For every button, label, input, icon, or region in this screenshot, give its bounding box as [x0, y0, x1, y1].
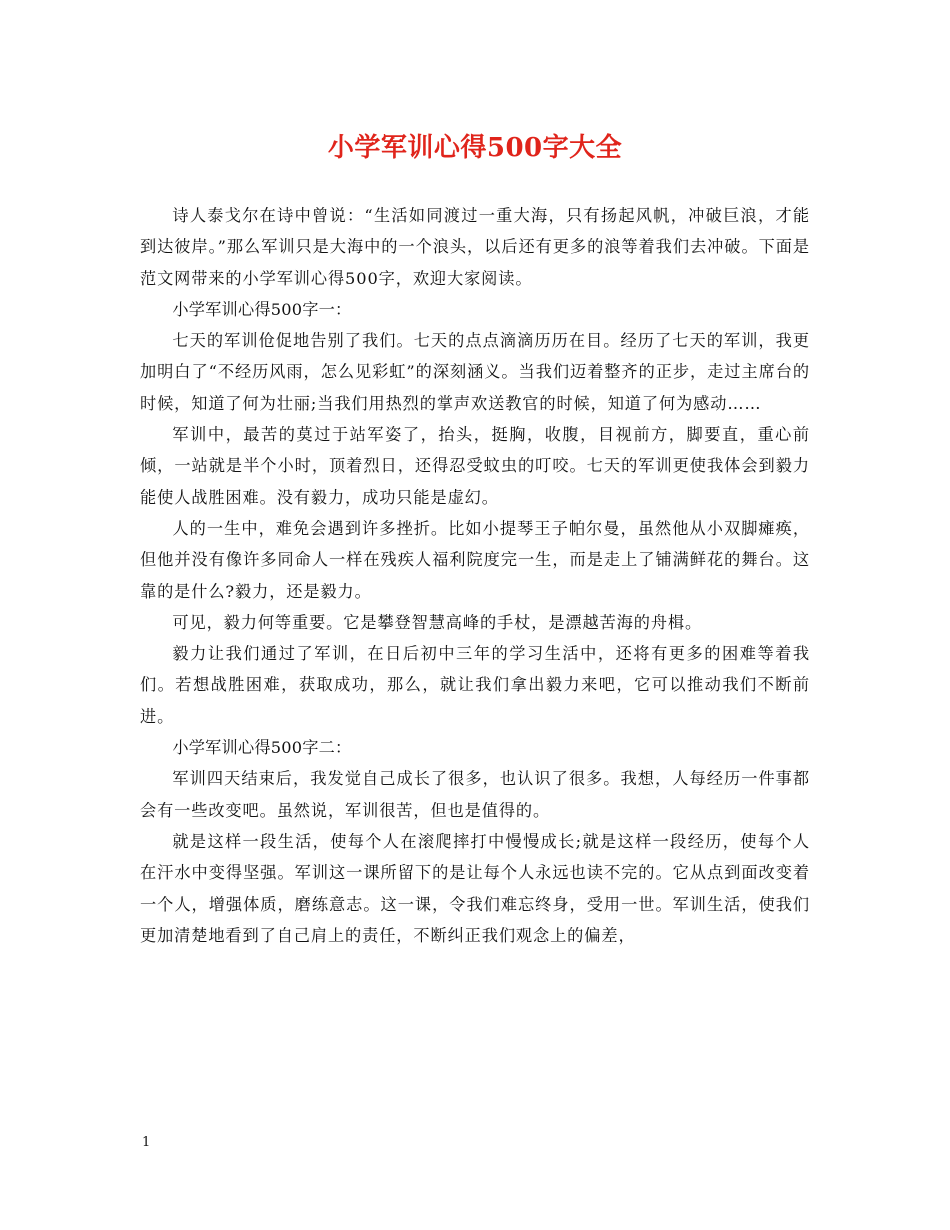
document-body [140, 200, 810, 951]
paragraph: 可见，毅力何等重要。它是攀登智慧高峰的手杖，是漂越苦海的舟楫。 [172, 612, 703, 632]
paragraph: 军训中，最苦的莫过于站军姿了，抬头，挺胸，收腹，目视前方，脚要直，重心前倾，一站就是半个小时，顶着烈日，还得忍受蚊虫的叮咬。七天的军训更使我体会到毅力能使人战胜困难。没有毅力，成功只能是虚幻。 [140, 425, 810, 507]
page-number: 1 [142, 1135, 151, 1150]
paragraph: 军训四天结束后，我发觉自己成长了很多，也认识了很多。我想，人每经历一件事都会有一些改变吧。虽然说，军训很苦，但也是值得的。 [140, 769, 810, 820]
document-title: 小学军训心得500字大全 [327, 133, 623, 163]
paragraph: 就是这样一段生活，使每个人在滚爬摔打中慢慢成长;就是这样一段经历，使每个人在汗水中变得坚强。军训这一课所留下的是让每个人永远也读不完的。它从点到面改变着一个人，增强体质，磨练意志。这一课，令我们难忘终身，受用一世。军训生活，使我们更加清楚地看到了自己肩上的责任，不断纠正我们观念上的偏差， [140, 831, 810, 945]
paragraph-intro: 诗人泰戈尔在诗中曾说：“生活如同渡过一重大海，只有扬起风帆，冲破巨浪，才能到达彼岸。”那么军训只是大海中的一个浪头，以后还有更多的浪等着我们去冲破。下面是范文网带来的小学军训心得500字，欢迎大家阅读。 [140, 206, 810, 288]
section-heading-one: 小学军训心得500字一： [172, 299, 352, 319]
section-heading-two: 小学军训心得500字二： [172, 738, 352, 758]
paragraph: 毅力让我们通过了军训，在日后初中三年的学习生活中，还将有更多的困难等着我们。若想战胜困难，获取成功，那么，就让我们拿出毅力来吧，它可以推动我们不断前进。 [140, 644, 810, 726]
paragraph: 人的一生中，难免会遇到许多挫折。比如小提琴王子帕尔曼，虽然他从小双脚瘫痪，但他并没有像许多同命人一样在残疾人福利院度完一生，而是走上了铺满鲜花的舞台。这靠的是什么?毅力，还是毅力。 [140, 518, 810, 601]
paragraph: 七天的军训伧促地告别了我们。七天的点点滴滴历历在目。经历了七天的军训，我更加明白了“不经历风雨，怎么见彩虹”的深刻涵义。当我们迈着整齐的正步，走过主席台的时候，知道了何为壮丽;当我们用热烈的掌声欢送教官的时候，知道了何为感动…… [140, 331, 810, 413]
